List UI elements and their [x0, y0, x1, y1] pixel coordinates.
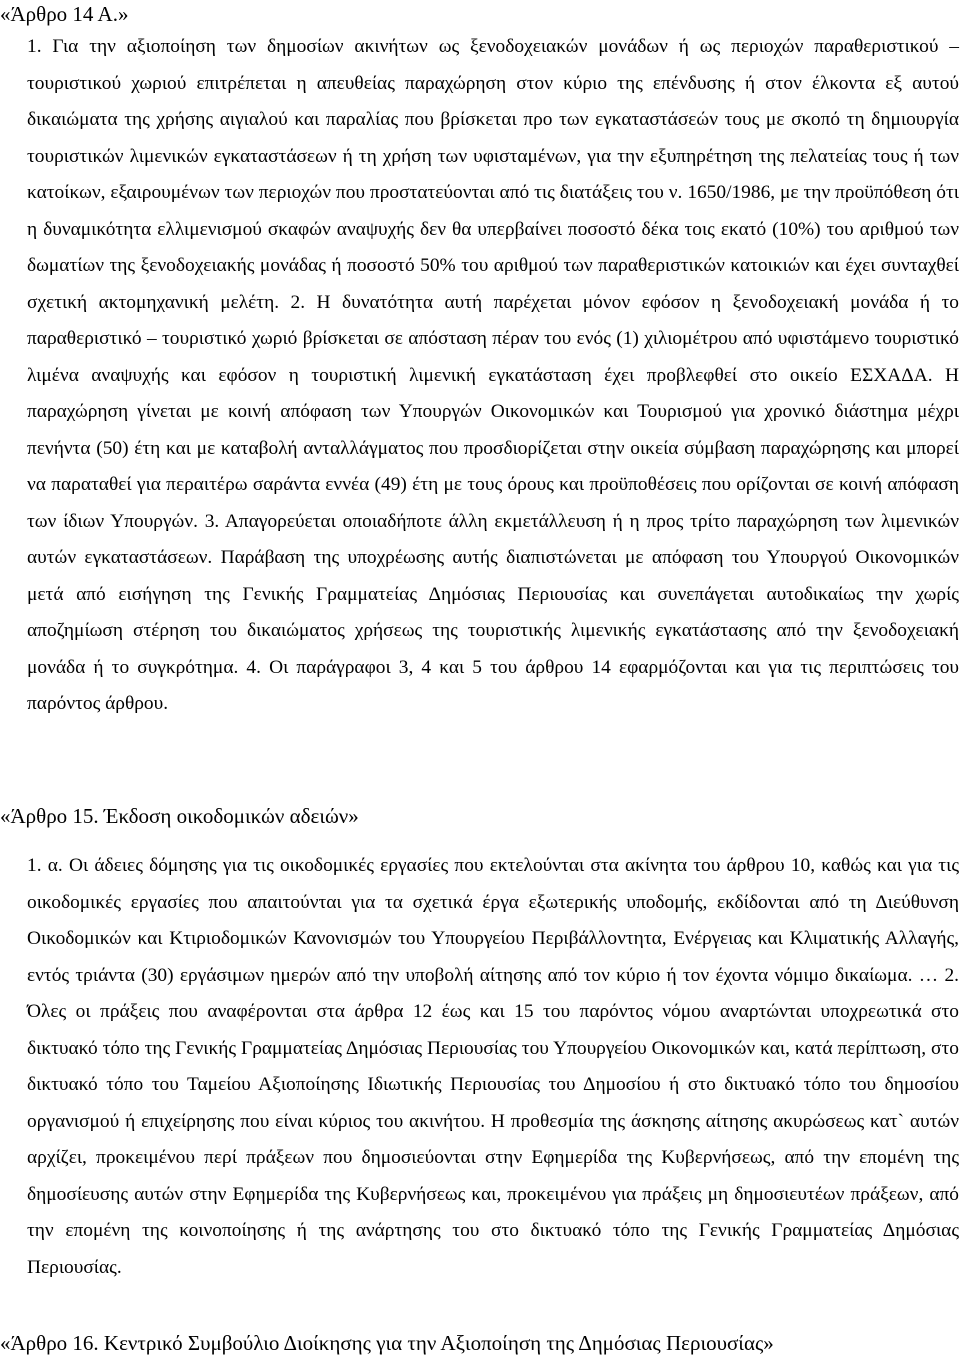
article-15-body: 1. α. Οι άδειες δόμησης για τις οικοδομικές εργασίες που εκτελούνται στα ακίνητα του άρθρου 10, καθώς και για τις οικοδομικές εργασίες που απαιτούνται για τα σχετικά έργα εξωτερικής υποδομής, εκδίδονται από τη Διεύθυνση Οικοδομικών και Κτιριοδομικών Κανονισμών του Υπουργείου Περιβάλλοντητα, Ενέργειας και Κλιματικής Αλλαγής, εντός τριάντα (30) εργάσιμων ημερών από την υποβολή αίτησης από τον κύριο ή τον έχοντα νόμιμο δικαίωμα. … 2. Όλες οι πράξεις που αναφέρονται στα άρθρα 12 έως και 15 του παρόντος νόμου αναρτώνται υποχρεωτικά στο δικτυακό τόπο της Γενικής Γραμματείας Δημόσιας Περιουσίας του Υπουργείου Οικονομικών και, κατά περίπτωση, στο δικτυακό τόπο του Ταμείου Αξιοποίησης Ιδιωτικής Περιουσίας του Δημοσίου ή στο δικτυακό τόπο του δημοσίου οργανισμού ή επιχείρησης που είναι κύριος του ακινήτου. Η προθεσμία της άσκησης αίτησης ακυρώσεως κατ` αυτών αρχίζει, προκειμένου περί πράξεων που δημοσιεύονται στην Εφημερίδα της Κυβερνήσεως, από την επομένη της δημοσίευσης αυτών στην Εφημερίδα της Κυβερνήσεως και, προκειμένου για πράξεις μη δημοσιευτέων πράξεων, από την επομένη της κοινοποίησης ή της ανάρτησης του στο δικτυακό τόπο της Γενικής Γραμματείας Δημόσιας Περιουσίας.: [27, 855, 959, 1278]
article-15-heading: «Άρθρο 15. Έκδοση οικοδομικών αδειών»: [0, 804, 359, 828]
article-14a-body: 1. Για την αξιοποίηση των δημοσίων ακινήτων ως ξενοδοχειακών μονάδων ή ως περιοχών παραθεριστικού – τουριστικού χωριού επιτρέπεται η απευθείας παραχώρηση στον κύριο της επένδυσης ή στον έλκοντα εξ αυτού δικαιώματα της χρήσης αιγιαλού και παραλίας που βρίσκεται προ των εγκαταστάσεών τους με σκοπό τη δημιουργία τουριστικών λιμενικών εγκαταστάσεων ή τη χρήση των υφισταμένων, για την εξυπηρέτηση της πελατείας τους ή των κατοίκων, εξαιρουμένων των περιοχών που προστατεύονται από τις διατάξεις του ν. 1650/1986, με την προϋπόθεση ότι η δυναμικότητα ελλιμενισμού σκαφών αναψυχής δεν θα υπερβαίνει ποσοστό δέκα τοις εκατό (10%) του αριθμού των δωματίων της ξενοδοχειακής μονάδας ή ποσοστό 50% του αριθμού των παραθεριστικών κατοικιών και έχει συνταχθεί σχετική ακτομηχανική μελέτη. 2. Η δυνατότητα αυτή παρέχεται μόνον εφόσον η ξενοδοχειακή μονάδα ή το παραθεριστικό – τουριστικό χωριό βρίσκεται σε απόσταση πέραν του ενός (1) χιλιομέτρου από υφιστάμενο τουριστικό λιμένα αναψυχής και εφόσον η τουριστική λιμενική εγκατάσταση έχει προβλεφθεί στο οικείο ΕΣΧΑΔΑ. Η παραχώρηση γίνεται με κοινή απόφαση των Υπουργών Οικονομικών και Τουρισμού για χρονικό διάστημα μέχρι πενήντα (50) έτη και με καταβολή ανταλλάγματος που προσδιορίζεται στην οικεία σύμβαση παραχώρησης και μπορεί να παραταθεί για περαιτέρω σαράντα εννέα (49) έτη με τους όρους και προϋποθέσεις που ορίζονται σε κοινή απόφαση των ίδιων Υπουργών. 3. Απαγορεύεται οποιαδήποτε άλλη εκμετάλλευση ή η προς τρίτο παραχώρηση των λιμενικών αυτών εγκαταστάσεων. Παράβαση της υποχρέωσης αυτής διαπιστώνεται με απόφαση του Υπουργού Οικονομικών μετά από εισήγηση της Γενικής Γραμματείας Δημόσιας Περιουσίας και συνεπάγεται αυτοδικαίως την χωρίς αποζημίωση στέρηση του δικαιώματος χρήσεως της τουριστικής λιμενικής εγκατάστασης από την ξενοδοχειακή μονάδα ή το συγκρότημα. 4. Οι παράγραφοι 3, 4 και 5 του άρθρου 14 εφαρμόζονται και για τις περιπτώσεις του παρόντος άρθρου.: [27, 36, 959, 714]
article-16-heading: «Άρθρο 16. Κεντρικό Συμβούλιο Διοίκησης για την Αξιοποίηση της Δημόσιας Περιουσίας»: [0, 1331, 774, 1355]
article-14a-heading: «Άρθρο 14 Α.»: [0, 2, 129, 26]
